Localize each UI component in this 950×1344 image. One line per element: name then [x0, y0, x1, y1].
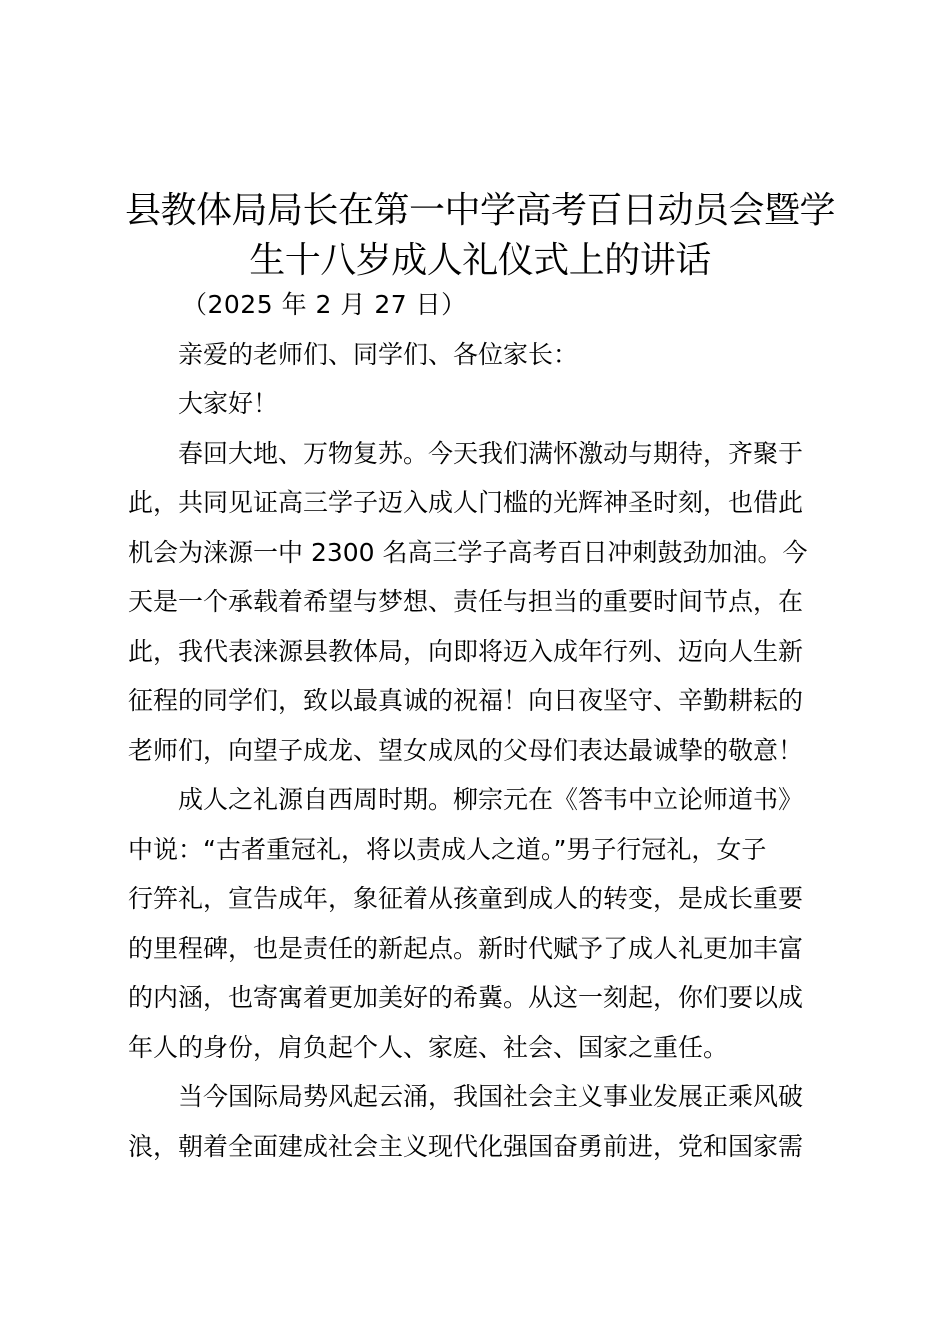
paragraph-line: 浪，朝着全面建成社会主义现代化强国奋勇前进，党和国家需 [128, 1131, 804, 1161]
paragraph-1 [128, 429, 833, 776]
paragraph-line: 机会为涞源一中 2300 名高三学子高考百日冲刺鼓劲加油。今 [128, 537, 808, 567]
paragraph-line: 老师们，向望子成龙、望女成凤的父母们表达最诚挚的敬意！ [128, 735, 804, 765]
paragraph-line: 中说：“古者重冠礼，将以责成人之道。”男子行冠礼，女子 [128, 834, 767, 864]
paragraph-line: 天是一个承载着希望与梦想、责任与担当的重要时间节点，在 [128, 587, 804, 616]
speech-date: （2025 年 2 月 27 日） [182, 290, 467, 319]
salutation: 亲爱的老师们、同学们、各位家长： [178, 339, 579, 369]
title-line-2: 生十八岁成人礼仪式上的讲话 [249, 240, 711, 281]
paragraph-line: 春回大地、万物复苏。今天我们满怀激动与期待，齐聚于 [178, 438, 804, 468]
paragraph-line: 成人之礼源自西周时期。柳宗元在《答韦中立论师道书》 [178, 785, 804, 814]
paragraph-line: 行笄礼，宣告成年，象征着从孩童到成人的转变，是成长重要 [128, 884, 804, 913]
paragraph-line: 此，共同见证高三学子迈入成人门槛的光辉神圣时刻，也借此 [128, 488, 804, 517]
paragraph-line: 当今国际局势风起云涌，我国社会主义事业发展正乘风破 [178, 1082, 804, 1111]
paragraph-2 [128, 775, 833, 1072]
paragraph-line: 此，我代表涞源县教体局，向即将迈入成年行列、迈向人生新 [128, 636, 804, 666]
document-title [110, 186, 850, 286]
paragraph-3 [128, 1072, 833, 1171]
greeting: 大家好！ [178, 389, 279, 418]
paragraph-line: 征程的同学们，致以最真诚的祝福！向日夜坚守、辛勤耕耘的 [128, 686, 804, 715]
title-line-1: 县教体局局长在第一中学高考百日动员会暨学 [124, 190, 835, 231]
document-body [128, 280, 833, 1171]
paragraph-line: 的内涵，也寄寓着更加美好的希冀。从这一刻起，你们要以成 [128, 983, 804, 1012]
paragraph-line: 的里程碑，也是责任的新起点。新时代赋予了成人礼更加丰富 [128, 933, 804, 963]
paragraph-line: 年人的身份，肩负起个人、家庭、社会、国家之重任。 [128, 1032, 729, 1062]
